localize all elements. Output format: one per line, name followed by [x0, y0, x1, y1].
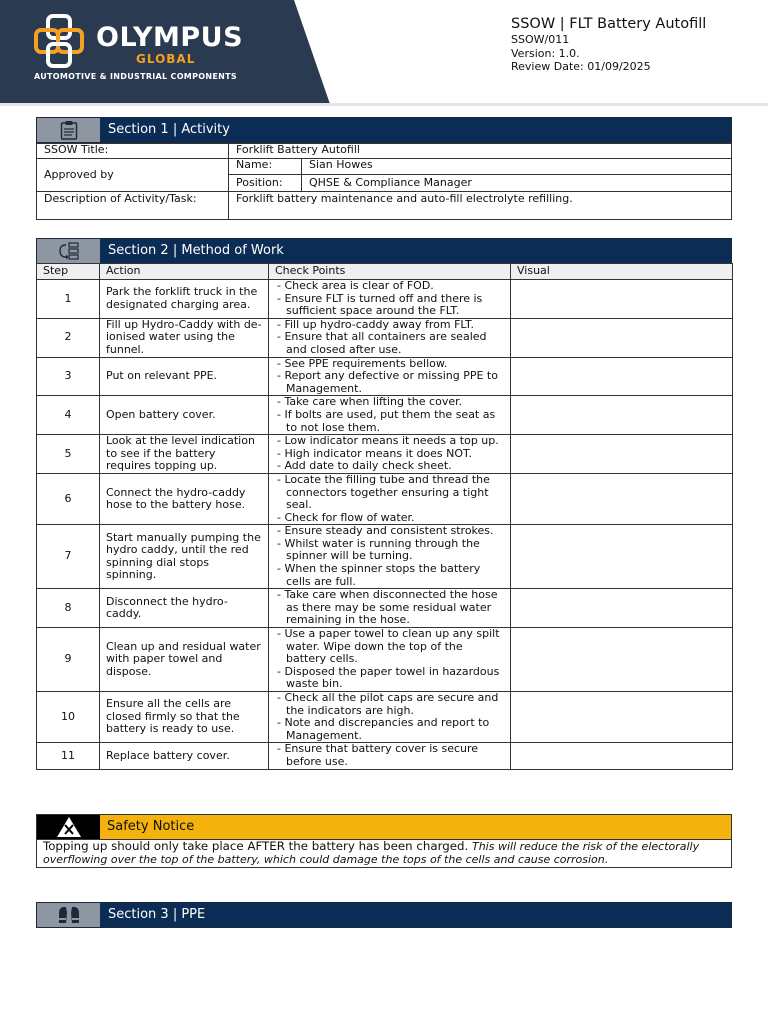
table-row: [37, 280, 733, 319]
activity-table: [36, 143, 732, 220]
position-value: QHSE & Compliance Manager: [302, 175, 732, 192]
table-row: [37, 628, 733, 692]
check-point: - High indicator means it does NOT.: [277, 446, 472, 460]
table-row: [37, 144, 732, 159]
description-value: Forklift battery maintenance and auto-fill electrolyte refilling.: [229, 192, 732, 220]
ssow-title-value: Forklift Battery Autofill: [229, 144, 732, 159]
table-row: [37, 473, 733, 524]
check-point: - Check for flow of water.: [277, 510, 415, 524]
check-point: - Note and discrepancies and report to Management.: [277, 716, 490, 742]
safety-notice-heading: Safety Notice: [107, 819, 195, 834]
step-check-points: [269, 692, 511, 743]
step-action: Open battery cover.: [100, 396, 269, 435]
section1-heading: Section 1 | Activity: [108, 122, 230, 137]
header-divider: [0, 103, 768, 106]
name-label: Name:: [229, 159, 302, 175]
step-action: Connect the hydro-caddy hose to the battery hose.: [100, 473, 269, 524]
document-review-date: Review Date: 01/09/2025: [511, 60, 651, 73]
step-action: Put on relevant PPE.: [100, 357, 269, 396]
step-action: Start manually pumping the hydro caddy, until the red spinning dial stops spinning.: [100, 525, 269, 589]
check-point: - Ensure FLT is turned off and there is sufficient space around the FLT.: [277, 291, 483, 318]
step-visual: [511, 525, 733, 589]
step-action: Fill up Hydro-Caddy with de-ionised water using the funnel.: [100, 318, 269, 357]
table-row: [37, 692, 733, 743]
step-check-points: [269, 396, 511, 435]
step-number: 2: [37, 318, 100, 357]
step-action: Clean up and residual water with paper towel and dispose.: [100, 628, 269, 692]
clipboard-icon: [37, 118, 100, 142]
approved-by-label: Approved by: [37, 159, 229, 192]
table-row: [37, 589, 733, 628]
safety-text-italic: This will reduce the risk of the electorally overflowing over the top of the battery, which could damage the tops of the cells and cause corrosion.: [43, 840, 700, 867]
table-row: [37, 159, 732, 175]
logo-sub: GLOBAL: [136, 52, 196, 66]
check-point: - See PPE requirements bellow.: [277, 356, 448, 370]
document-title: SSOW | FLT Battery Autofill: [511, 16, 707, 32]
step-check-points: [269, 357, 511, 396]
document-version: Version: 1.0.: [511, 46, 580, 60]
check-point: - Report any defective or missing PPE to Management.: [277, 369, 498, 395]
step-number: 4: [37, 396, 100, 435]
table-row: [37, 357, 733, 396]
step-check-points: [269, 743, 511, 769]
step-number: 8: [37, 589, 100, 628]
check-point: - Disposed the paper towel in hazardous waste bin.: [277, 664, 500, 691]
check-point: - When the spinner stops the battery cells are full.: [277, 562, 481, 588]
step-action: Ensure all the cells are closed firmly so that the battery is ready to use.: [100, 692, 269, 743]
section2-heading: Section 2 | Method of Work: [108, 243, 284, 258]
step-visual: [511, 743, 733, 769]
position-label: Position:: [229, 175, 302, 192]
safety-notice-text: [36, 840, 732, 868]
column-header-visual: Visual: [511, 264, 733, 280]
check-point: - Check all the pilot caps are secure and the indicators are high.: [277, 691, 499, 717]
step-visual: [511, 357, 733, 396]
column-header-check-points: Check Points: [269, 264, 511, 280]
check-point: - Ensure that all containers are sealed and closed after use.: [277, 330, 487, 356]
warning-icon: [37, 815, 100, 839]
safety-text-main: Topping up should only take place AFTER the battery has been charged.: [43, 839, 469, 853]
check-point: - Add date to daily check sheet.: [277, 459, 452, 473]
step-action: Replace battery cover.: [100, 743, 269, 769]
column-header-step: Step: [37, 264, 100, 280]
section2-bar: [36, 238, 732, 264]
process-steps-icon: [37, 239, 100, 263]
table-row: [37, 525, 733, 589]
table-row: [37, 743, 733, 769]
gloves-icon: [37, 903, 100, 927]
table-row: [37, 435, 733, 474]
step-number: 11: [37, 743, 100, 769]
step-number: 10: [37, 692, 100, 743]
section3-bar: [36, 902, 732, 928]
method-rows: [37, 280, 733, 770]
step-action: Disconnect the hydro-caddy.: [100, 589, 269, 628]
check-point: - Ensure steady and consistent strokes.: [277, 524, 494, 538]
section3-heading: Section 3 | PPE: [108, 907, 206, 922]
step-number: 6: [37, 473, 100, 524]
step-number: 1: [37, 280, 100, 319]
step-action: Park the forklift truck in the designated charging area.: [100, 280, 269, 319]
step-check-points: [269, 280, 511, 319]
name-value: Sian Howes: [302, 159, 732, 175]
check-point: - Take care when disconnected the hose as there may be some residual water remaining in the hose.: [277, 588, 498, 627]
table-row: [37, 318, 733, 357]
section1-bar: [36, 117, 732, 143]
check-point: - Use a paper towel to clean up any spilt water. Wipe down the top of the battery cells.: [277, 627, 500, 666]
step-visual: [511, 692, 733, 743]
step-visual: [511, 628, 733, 692]
step-check-points: [269, 589, 511, 628]
olympus-logo-icon: [32, 14, 92, 74]
step-visual: [511, 280, 733, 319]
description-label: Description of Activity/Task:: [37, 192, 229, 220]
step-visual: [511, 396, 733, 435]
step-check-points: [269, 628, 511, 692]
step-visual: [511, 435, 733, 474]
check-point: - Ensure that battery cover is secure before use.: [277, 742, 479, 768]
safety-notice-bar: [36, 814, 732, 840]
step-number: 5: [37, 435, 100, 474]
step-visual: [511, 318, 733, 357]
step-visual: [511, 589, 733, 628]
check-point: - Fill up hydro-caddy away from FLT.: [277, 317, 474, 331]
ssow-title-label: SSOW Title:: [37, 144, 229, 159]
document-ref: SSOW/011: [511, 33, 570, 46]
step-check-points: [269, 473, 511, 524]
check-point: - Whilst water is running through the spinner will be turning.: [277, 536, 480, 563]
check-point: - Check area is clear of FOD.: [277, 279, 434, 292]
table-row: [37, 396, 733, 435]
step-check-points: [269, 525, 511, 589]
step-number: 3: [37, 357, 100, 396]
table-row: [37, 192, 732, 220]
check-point: - Low indicator means it needs a top up.: [277, 434, 499, 448]
check-point: - If bolts are used, put them the seat as to not lose them.: [277, 407, 496, 434]
step-visual: [511, 473, 733, 524]
step-number: 7: [37, 525, 100, 589]
step-action: Look at the level indication to see if the battery requires topping up.: [100, 435, 269, 474]
step-check-points: [269, 318, 511, 357]
step-check-points: [269, 435, 511, 474]
table-header-row: [37, 264, 733, 280]
document-meta: [511, 16, 706, 74]
column-header-action: Action: [100, 264, 269, 280]
check-point: - Take care when lifting the cover.: [277, 395, 463, 409]
method-table: [36, 263, 733, 770]
step-number: 9: [37, 628, 100, 692]
logo-name: OLYMPUS: [96, 22, 244, 53]
check-point: - Locate the filling tube and thread the connectors together ensuring a tight seal.: [277, 472, 490, 512]
logo-tagline: AUTOMOTIVE & INDUSTRIAL COMPONENTS: [34, 72, 237, 81]
